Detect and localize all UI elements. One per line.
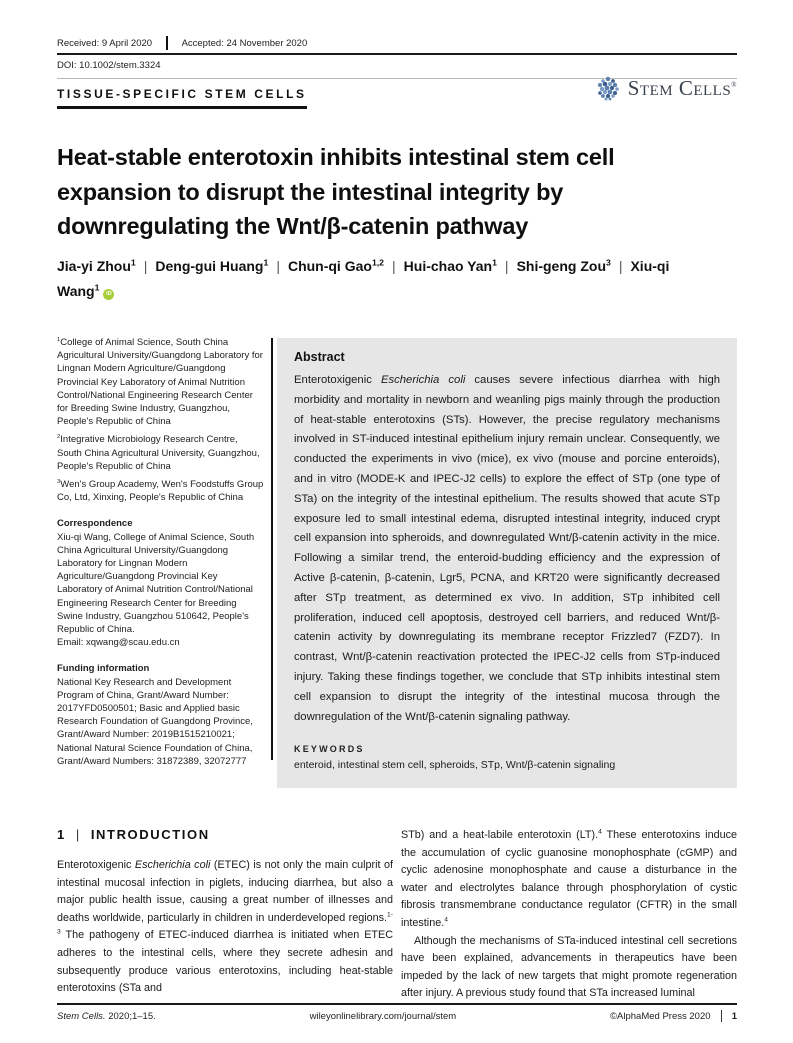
affiliation-1: $^1$College of Animal Science, South China Agricultural University/Guangdong Laboratory for Lingnan Modern Agriculture/Guangdong Provincial Key Laboratory of Animal Nutrition Control/National Engineering Research Center for Breeding Swine Industry, Guangzhou, People's Republic of China [57,336,263,428]
footer-divider [721,1010,722,1022]
abstract-text: Enterotoxigenic Escherichia coli causes severe infectious diarrhea with high morbidity and mortality in newborn and weanling pigs mainly through the production of heat-stable enterotoxins (STs). However, the precise regulatory mechanisms involved in ST-induced intestinal epithelium injury remain unclear. Consequently, we conducted the experiments in vivo (mice), ex vivo (mouse and porcine enteroids), and in vitro (MODE-K and IPEC-J2 cells) to explore the effect of STp (one type of STa) on the integrity of the intestinal epithelium. The results showed that acute STp exposure led to small intestinal edema, disrupted intestinal integrity, induced crypt cell expansion into spheroids, and downregulated Wnt/β-catenin activity in the mice. Following a similar trend, the enteroid-budding efficiency and the expression of Active β-catenin, β-catenin, Lgr5, PCNA, and KRT20 were significantly decreased after STp treatment, as determined ex vivo. In addition, STp inhibited cell proliferation, induced cell apoptosis, destroyed cell barriers, and reduced Wnt/β-catenin activity by downregulating its membrane receptor Frizzled7 (FZD7). In contrast, Wnt/β-catenin reactivation protected the IPEC-J2 cells from STp-induced injury. Taking these findings together, we conclude that STp inhibits intestinal stem cell expansion to disrupt the integrity of the intestinal mucosa through the downregulation of the Wnt/β-catenin signaling pathway. [294,374,721,723]
article-title: Heat-stable enterotoxin inhibits intestinal stem cell expansion to disrupt the intestinal integrity by downregulating the Wnt/β-catenin pathway [57,144,615,239]
received-accepted-row [57,36,737,50]
footer-rule [57,1003,737,1005]
doi-text[interactable]: DOI: 10.1002/stem.3324 [57,60,161,71]
intro-paragraph-3: Although the mechanisms of STa-induced intestinal cell secretions have been explained, advancements in therapeutics have been impeded by the lack of new targets that might promote regeneration after injury. A previous study found that STa increased luminal [401,934,737,1000]
keywords-heading: KEYWORDS [294,744,365,755]
abstract-heading: Abstract [294,350,345,364]
abstract-box [277,338,737,788]
stem-cells-logo-icon [594,72,624,104]
correspondence-text: Xiu-qi Wang, College of Animal Science, South China Agricultural University/Guangdong Laboratory for Lingnan Modern Agriculture/Guangdong Provincial Key Laboratory of Animal Nutrition Control/National Engineering Research Center for Breeding Swine Industry, Guangzhou 510642, People's Republic of China. [57,531,255,636]
footer-journal-url[interactable]: wileyonlinelibrary.com/journal/stem [309,1010,457,1022]
footer-copyright: ©AlphaMed Press 2020 [610,1010,711,1022]
intro-left-column [57,857,393,998]
correspondence-heading: Correspondence [57,518,133,530]
received-date: Received: 9 April 2020 [57,37,153,49]
sidebar-abstract-divider [271,338,273,760]
header-rule [57,53,737,55]
orcid-icon[interactable]: iD [103,289,114,300]
footer-copyright-block [610,1010,737,1022]
affiliation-2: $^2$Integrative Microbiology Research Centre, South China Agricultural University, Guangzhou, People's Republic of China [57,434,260,472]
author-list [57,254,697,304]
intro-paragraph-1: Enterotoxigenic Escherichia coli (ETEC) is not only the main culprit of intestinal mucosal infection in piglets, inducing diarrhea, but also a major public health issue, causing a great number of illnesses and deaths worldwide, particularly in children in underdeveloped regions.$^{1-3}$ The pathogeny of ETEC-induced diarrhea is initiated when ETEC adheres to the intestinal cells, where they secrete adhesin and subsequently produce various enterotoxins, including heat-stable enterotoxins (STa and [57,859,393,995]
intro-right-column [401,827,737,1003]
keywords-text: enteroid, intestinal stem cell, spheroids, STp, Wnt/β-catenin signaling [294,759,616,772]
article-metadata-sidebar [57,336,264,768]
accepted-date: Accepted: 24 November 2020 [181,37,308,49]
funding-heading: Funding information [57,663,150,675]
page-number: 1 [731,1010,737,1022]
logo-trademark: ® [731,80,737,89]
author-names: Jia-yi Zhou$^1$ | Deng-gui Huang$^1$ | Chun-qi Gao$^{1,2}$ | Hui-chao Yan$^1$ | Shi-geng Zou$^3$ | Xiu-qi Wang$^1$ [57,257,670,299]
affiliation-3: $^3$Wen's Group Academy, Wen's Foodstuffs Group Co, Ltd, Xinxing, People's Republic of China [57,478,264,504]
intro-paragraph-2: STb) and a heat-labile enterotoxin (LT).$^4$ These enterotoxins induce the accumulation of cyclic guanosine monophosphate (cGMP) and cyclic adenosine monophosphate and cause a disturbance in the water and electrolytes balance through phosphorylation of cystic fibrosis transmembrane conductance regulator (CFTR) in the small intestine.$^4$ [401,828,737,929]
correspondence-email[interactable]: Email: xqwang@scau.edu.cn [57,637,180,649]
funding-text: National Key Research and Development Program of China, Grant/Award Number: 2017YFD0500501; Basic and Applied basic Research Foundation of Guangdong Province, Grant/Award Number: 2019B1515210021; National Natural Science Foundation of China, Grant/Award Numbers: 31872389, 32072777 [57,676,253,767]
section-heading-introduction: 1 | INTRODUCTION [57,827,210,842]
stem-cells-logo [577,72,737,104]
article-category-banner: TISSUE-SPECIFIC STEM CELLS [57,87,307,109]
logo-wordmark: Stem Cells [627,75,732,100]
stem-cells-logo-text [628,76,737,101]
footer-citation: Stem Cells. 2020;1–15. [57,1010,156,1022]
page-footer [57,1010,737,1022]
dates-divider [166,36,168,50]
